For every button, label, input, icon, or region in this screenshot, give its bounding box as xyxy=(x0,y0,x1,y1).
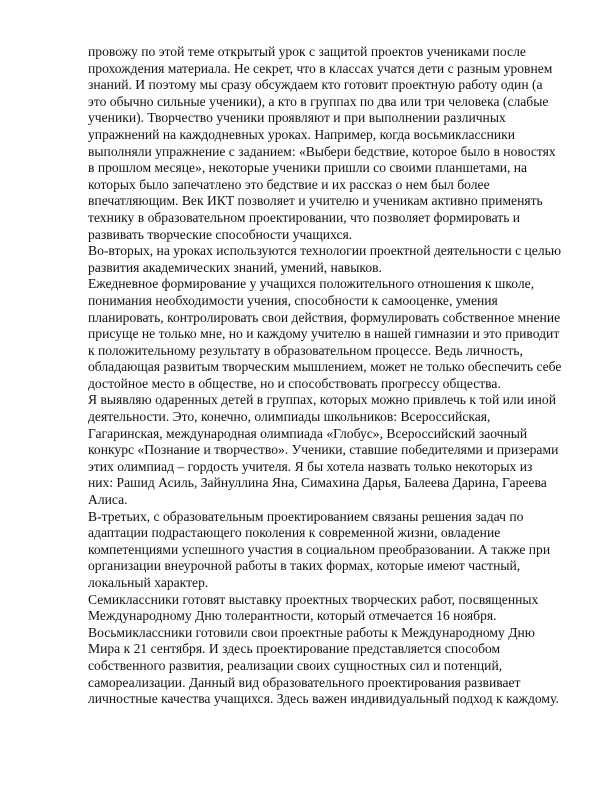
text-line: В-третьих, с образовательным проектированием связаны решения задач по xyxy=(88,508,524,524)
text-line: собственного развития, реализации своих сущностных сил и потенций, xyxy=(88,657,503,673)
text-line: провожу по этой теме открытый урок с защитой проектов учениками после xyxy=(88,44,526,59)
text-line: развивать творческие способности учащихся. xyxy=(88,226,353,242)
text-line: организации внеурочной работы в таких формах, которые имеют частный, xyxy=(88,558,521,574)
text-line: конкурс «Познание и творчество». Ученики, ставшие победителями и призерами xyxy=(88,442,559,458)
text-line: в прошлом месяце», некоторые ученики пришли со своими планшетами, на xyxy=(88,160,528,176)
text-line: технику в образовательном проектировании, что позволяет формировать и xyxy=(88,209,521,225)
text-line: к положительному результату в образовательном процессе. Ведь личность, xyxy=(88,342,523,358)
text-line: Семиклассники готовят выставку проектных творческих работ, посвященных xyxy=(88,591,539,607)
text-line: Во-вторых, на уроках используются технологии проектной деятельности с целью xyxy=(88,243,561,259)
text-line: Я выявляю одаренных детей в группах, которых можно привлечь к той или иной xyxy=(88,392,556,408)
text-line: Международному Дню толерантности, который отмечается 16 ноября. xyxy=(88,608,497,624)
paragraph-5 xyxy=(88,509,572,592)
text-line: понимания необходимости учения, способности к самооценке, умения xyxy=(88,292,498,308)
text-line: них: Рашид Асиль, Зайнуллина Яна, Симахина Дарья, Балеева Дарина, Гареева xyxy=(88,475,547,491)
text-line: упражнений на каждодневных уроках. Например, когда восьмиклассники xyxy=(88,126,516,142)
text-line: прохождения материала. Не секрет, что в классах учатся дети с разным уровнем xyxy=(88,60,553,76)
paragraph-1 xyxy=(88,44,572,243)
text-line: Мира к 21 сентября. И здесь проектирование представляется способом xyxy=(88,641,501,657)
text-line: которых было запечатлено это бедствие и их рассказ о нем был более xyxy=(88,176,490,192)
text-line: Восьмиклассники готовили свои проектные работы к Международному Дню xyxy=(88,624,535,640)
paragraph-3 xyxy=(88,276,572,392)
text-line: Ежедневное формирование у учащихся положительного отношения к школе, xyxy=(88,276,535,292)
text-line: присуще не только мне, но и каждому учителю в нашей гимназии и это приводит xyxy=(88,326,560,342)
text-line: выполняли упражнение с заданием: «Выбери бедствие, которое было в новостях xyxy=(88,143,556,159)
text-line: адаптации подрастающего поколения к современной жизни, овладение xyxy=(88,525,501,541)
text-line: достойное место в обществе, но и способствовать прогрессу общества. xyxy=(88,375,501,391)
text-line: ученики). Творчество ученики проявляют и при выполнении различных xyxy=(88,110,506,126)
text-line: личностные качества учащихся. Здесь важен индивидуальный подход к каждому. xyxy=(88,691,559,707)
text-line: деятельности. Это, конечно, олимпиады школьников: Всероссийская, xyxy=(88,409,491,425)
paragraph-2 xyxy=(88,243,572,276)
text-line: обладающая развитым творческим мышлением, может не только обеспечить себе xyxy=(88,359,562,375)
text-line: Гагаринская, международная олимпиада «Глобус», Всероссийский заочный xyxy=(88,425,528,441)
text-line: локальный характер. xyxy=(88,575,209,590)
text-line: Алиса. xyxy=(88,492,128,508)
text-line: самореализации. Данный вид образовательного проектирования развивает xyxy=(88,674,521,690)
text-line: планировать, контролировать свои действия, формулировать собственное мнение xyxy=(88,309,561,325)
text-line: этих олимпиад – гордость учителя. Я бы хотела назвать только некоторых из xyxy=(88,458,533,474)
text-line: компетенциями успешного участия в социальном преобразовании. А также при xyxy=(88,541,551,557)
text-line: развития академических знаний, умений, навыков. xyxy=(88,259,382,275)
text-line: знаний. И поэтому мы сразу обсуждаем кто готовит проектную работу один (а xyxy=(88,77,543,93)
text-line: это обычно сильные ученики), а кто в группах по два или три человека (слабые xyxy=(88,93,549,109)
paragraph-6 xyxy=(88,592,572,708)
paragraph-4 xyxy=(88,392,572,508)
text-line: впечатляющим. Век ИКТ позволяет и учителю и ученикам активно применять xyxy=(88,193,543,209)
